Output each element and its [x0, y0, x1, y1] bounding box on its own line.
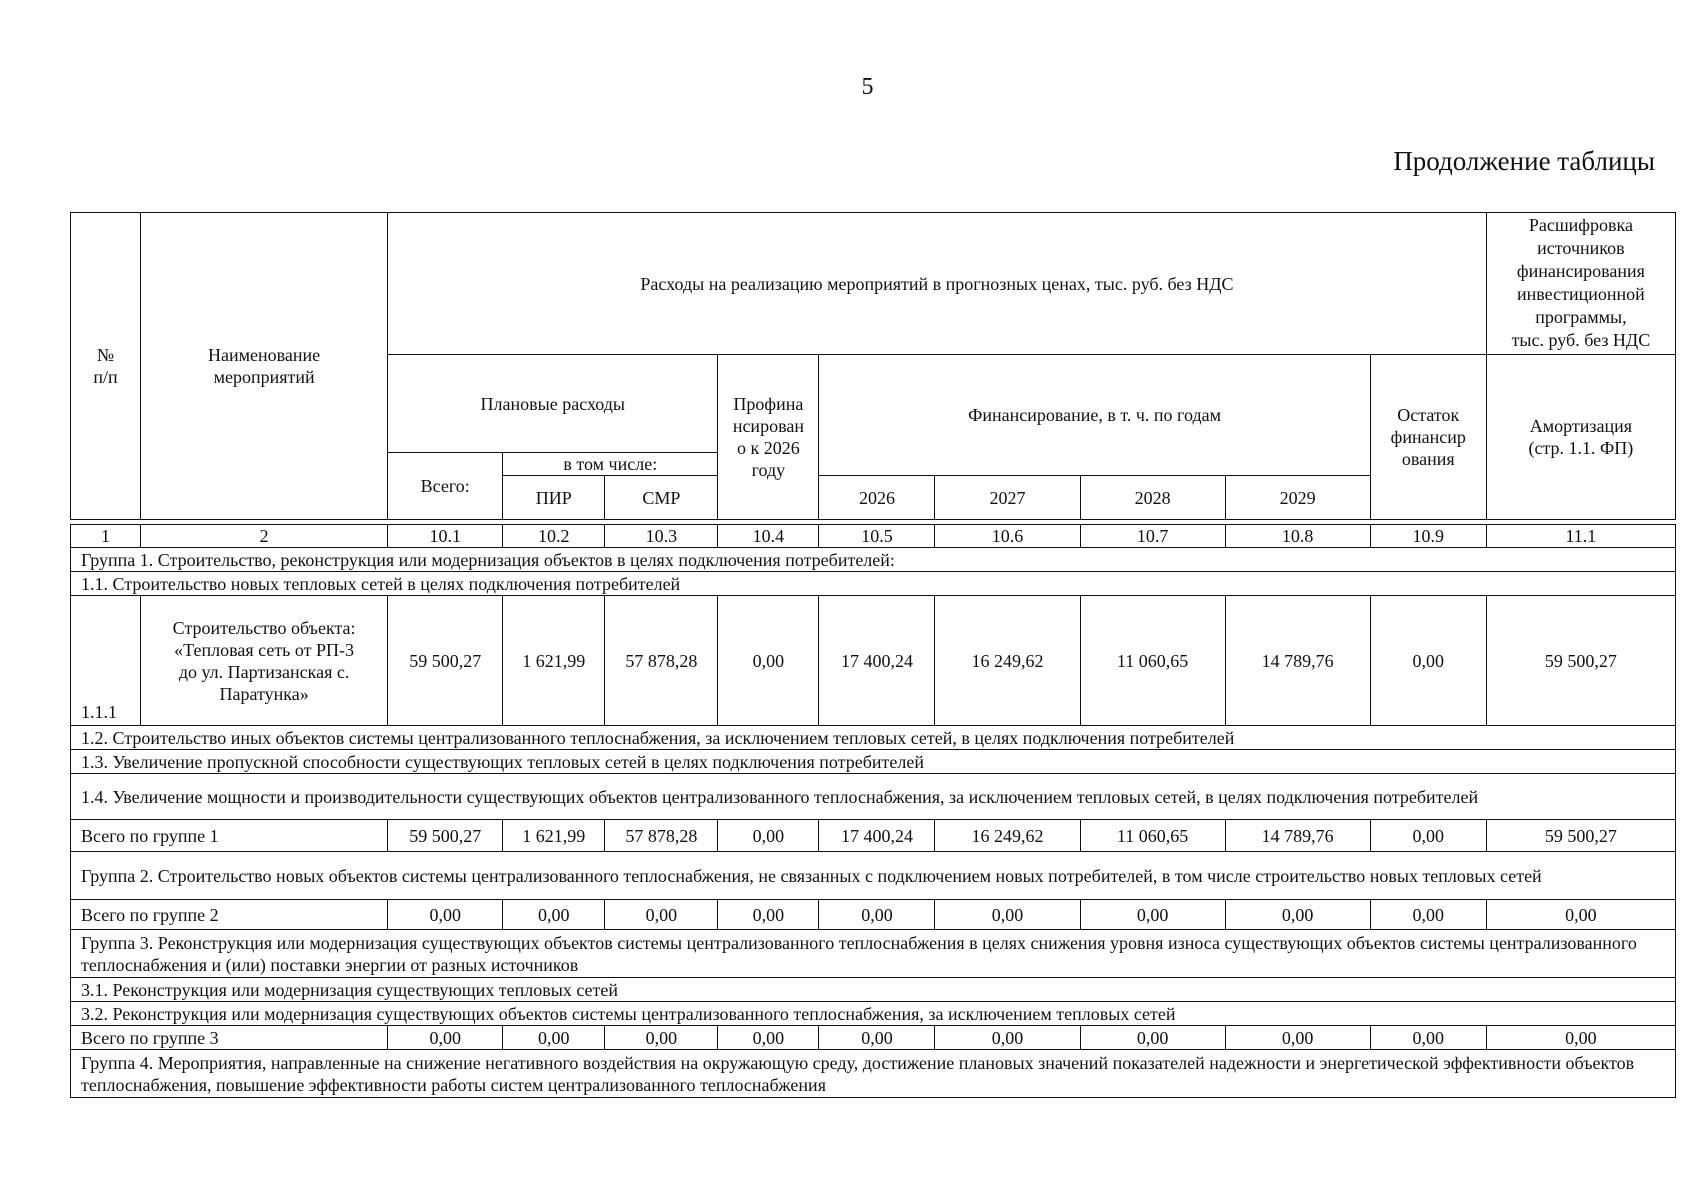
- value-cell: 59 500,27: [388, 820, 503, 852]
- column-number: 10.3: [605, 525, 718, 548]
- column-number: 10.1: [388, 525, 503, 548]
- table-body: [70, 524, 1676, 1098]
- group-1-heading: Группа 1. Строительство, реконструкция или модернизация объектов в целях подключения потребителей:: [71, 548, 1676, 572]
- column-number: 10.7: [1080, 525, 1225, 548]
- value-cell: 0,00: [819, 900, 935, 930]
- header-financing: Финансирование, в т. ч. по годам: [819, 355, 1370, 476]
- value-cell: 0,00: [1486, 900, 1675, 930]
- header-planned: Плановые расходы: [388, 355, 718, 453]
- column-numbers-row: [71, 525, 1676, 548]
- column-number: 10.6: [935, 525, 1080, 548]
- value-cell: 0,00: [1370, 596, 1486, 726]
- value-cell: 0,00: [388, 1026, 503, 1050]
- value-cell: 17 400,24: [819, 820, 935, 852]
- value-cell: 59 500,27: [1486, 820, 1675, 852]
- header-year-2027: 2027: [935, 476, 1080, 520]
- value-cell: 0,00: [718, 820, 819, 852]
- group-1-total-label: Всего по группе 1: [71, 820, 388, 852]
- value-cell: 0,00: [1225, 900, 1370, 930]
- header-year-2028: 2028: [1080, 476, 1225, 520]
- value-cell: 0,00: [718, 900, 819, 930]
- value-cell: 0,00: [1080, 900, 1225, 930]
- subgroup-3-2-heading: 3.2. Реконструкция или модернизация существующих объектов системы централизованного теплоснабжения, за исключением тепловых сетей: [71, 1002, 1676, 1026]
- item-number: 1.1.1: [71, 596, 141, 726]
- column-number: 10.9: [1370, 525, 1486, 548]
- table-row: [71, 820, 1676, 852]
- value-cell: 0,00: [1080, 1026, 1225, 1050]
- table-row: [71, 596, 1676, 726]
- header-remainder: Остаток финансир ования: [1370, 355, 1486, 520]
- group-3-heading: Группа 3. Реконструкция или модернизация существующих объектов системы централизованного теплоснабжения в целях снижения уровня износа существующих объектов системы централизованного теплоснабжения и (или) поставки энергии от разных источников: [71, 930, 1676, 978]
- table-row: [71, 1026, 1676, 1050]
- value-cell: 0,00: [718, 1026, 819, 1050]
- subgroup-3-1-heading: 3.1. Реконструкция или модернизация существующих тепловых сетей: [71, 978, 1676, 1002]
- value-cell: 0,00: [935, 900, 1080, 930]
- group-2-total-label: Всего по группе 2: [71, 900, 388, 930]
- column-number: 10.8: [1225, 525, 1370, 548]
- value-cell: 0,00: [503, 1026, 605, 1050]
- continuation-title: Продолжение таблицы: [1393, 146, 1655, 176]
- header-year-2026: 2026: [819, 476, 935, 520]
- column-number: 2: [141, 525, 388, 548]
- group-2-heading: Группа 2. Строительство новых объектов системы централизованного теплоснабжения, не связанных с подключением новых потребителей, в том числе строительство новых тепловых сетей: [71, 852, 1676, 900]
- header-pir: ПИР: [503, 476, 605, 520]
- value-cell: 0,00: [605, 900, 718, 930]
- value-cell: 0,00: [1225, 1026, 1370, 1050]
- header-sources: Расшифровка источников финансирования инвестиционной программы, тыс. руб. без НДС: [1486, 213, 1675, 355]
- value-cell: 59 500,27: [388, 596, 503, 726]
- header-name: Наименование мероприятий: [141, 213, 388, 520]
- header-smr: СМР: [605, 476, 718, 520]
- column-number: 10.5: [819, 525, 935, 548]
- value-cell: 0,00: [819, 1026, 935, 1050]
- value-cell: 17 400,24: [819, 596, 935, 726]
- header-amortization: Амортизация (стр. 1.1. ФП): [1486, 355, 1675, 520]
- value-cell: 0,00: [503, 900, 605, 930]
- value-cell: 1 621,99: [503, 596, 605, 726]
- value-cell: 0,00: [388, 900, 503, 930]
- page-number: 5: [861, 74, 874, 100]
- subgroup-1-4-heading: 1.4. Увеличение мощности и производительности существующих объектов централизованного теплоснабжения, за исключением тепловых сетей, в целях подключения потребителей: [71, 774, 1676, 820]
- value-cell: 16 249,62: [935, 596, 1080, 726]
- table-header: [70, 212, 1676, 520]
- value-cell: 0,00: [605, 1026, 718, 1050]
- subgroup-1-2-heading: 1.2. Строительство иных объектов системы централизованного теплоснабжения, за исключением тепловых сетей, в целях подключения потребителей: [71, 726, 1676, 750]
- value-cell: 0,00: [1486, 1026, 1675, 1050]
- value-cell: 57 878,28: [605, 596, 718, 726]
- value-cell: 11 060,65: [1080, 596, 1225, 726]
- value-cell: 0,00: [718, 596, 819, 726]
- header-including: в том числе:: [503, 453, 718, 476]
- value-cell: 14 789,76: [1225, 596, 1370, 726]
- column-number: 10.2: [503, 525, 605, 548]
- table-row: [71, 900, 1676, 930]
- header-expenses: Расходы на реализацию мероприятий в прогнозных ценах, тыс. руб. без НДС: [388, 213, 1487, 355]
- header-prefinanced: Профина нсирован о к 2026 году: [718, 355, 819, 520]
- value-cell: 0,00: [935, 1026, 1080, 1050]
- column-number: 1: [71, 525, 141, 548]
- subgroup-1-3-heading: 1.3. Увеличение пропускной способности существующих тепловых сетей в целях подключения потребителей: [71, 750, 1676, 774]
- value-cell: 16 249,62: [935, 820, 1080, 852]
- item-name: Строительство объекта: «Тепловая сеть от РП-3 до ул. Партизанская с. Паратунка»: [141, 596, 388, 726]
- header-num: № п/п: [71, 213, 141, 520]
- value-cell: 57 878,28: [605, 820, 718, 852]
- header-year-2029: 2029: [1225, 476, 1370, 520]
- value-cell: 0,00: [1370, 900, 1486, 930]
- value-cell: 14 789,76: [1225, 820, 1370, 852]
- value-cell: 0,00: [1370, 1026, 1486, 1050]
- group-4-heading: Группа 4. Мероприятия, направленные на снижение негативного воздействия на окружающую среду, достижение плановых значений показателей надежности и энергетической эффективности объектов теплоснабжения, повышение эффективности работы систем централизованного теплоснабжения: [71, 1050, 1676, 1098]
- header-total: Всего:: [388, 453, 503, 520]
- column-number: 11.1: [1486, 525, 1675, 548]
- column-number: 10.4: [718, 525, 819, 548]
- value-cell: 0,00: [1370, 820, 1486, 852]
- value-cell: 11 060,65: [1080, 820, 1225, 852]
- subgroup-1-1-heading: 1.1. Строительство новых тепловых сетей в целях подключения потребителей: [71, 572, 1676, 596]
- group-3-total-label: Всего по группе 3: [71, 1026, 388, 1050]
- value-cell: 1 621,99: [503, 820, 605, 852]
- value-cell: 59 500,27: [1486, 596, 1675, 726]
